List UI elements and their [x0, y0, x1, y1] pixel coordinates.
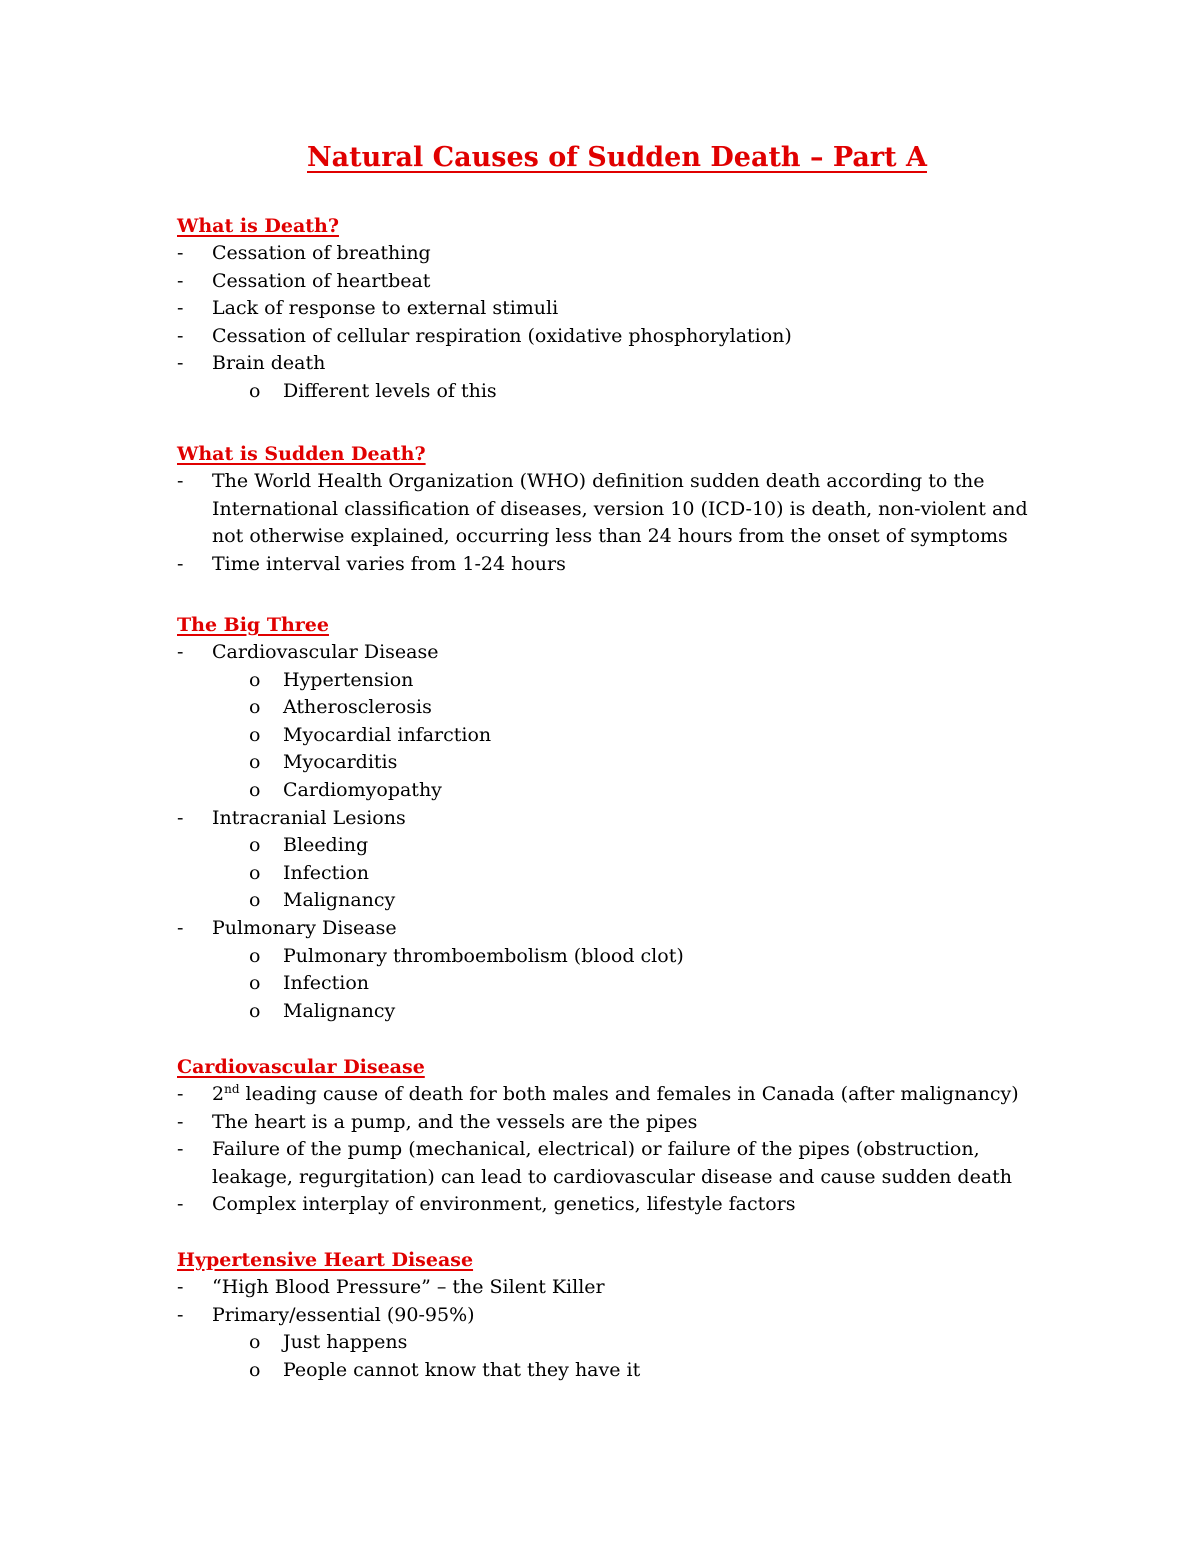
dash-bullet: -	[177, 1110, 184, 1133]
list-item-text: Cardiovascular Disease	[212, 641, 439, 663]
list-item-text: Cessation of heartbeat	[212, 269, 431, 292]
circle-bullet: o	[249, 834, 261, 857]
list-item-text: Hypertension	[283, 668, 414, 691]
sub-list-item	[177, 694, 1077, 722]
section-cardiovascular-disease	[177, 1054, 1077, 1219]
circle-bullet: o	[249, 1358, 261, 1381]
list-item	[177, 1081, 1077, 1109]
list-item-text: Malignancy	[283, 999, 396, 1022]
list-item-rest: leading cause of death for both males and females in Canada (after malignancy)	[239, 1083, 1019, 1105]
list-item	[177, 268, 1077, 296]
list-item	[177, 468, 1062, 551]
list-item-text: Cessation of breathing	[212, 242, 431, 264]
list-item-text: Failure of the pump (mechanical, electrical) or failure of the pipes (obstruction, leakage, regurgitation) can lead to cardiovascular disease and cause sudden death	[212, 1138, 1013, 1188]
section-heading: The Big Three	[177, 614, 329, 636]
dash-bullet: -	[177, 806, 184, 829]
circle-bullet: o	[249, 668, 261, 691]
list-item-text: Infection	[283, 972, 370, 995]
list-item	[177, 551, 1077, 579]
list-item	[177, 1136, 1062, 1191]
list-item	[177, 1109, 1077, 1137]
circle-bullet: o	[249, 778, 261, 801]
dash-bullet: -	[177, 1276, 184, 1298]
ordinal-suffix: nd	[224, 1082, 240, 1096]
sub-list-item	[177, 722, 1077, 750]
list-item-text: Intracranial Lesions	[212, 806, 406, 829]
list-item-text: Cardiomyopathy	[283, 778, 442, 801]
dash-bullet: -	[177, 1193, 184, 1216]
circle-bullet: o	[249, 944, 261, 967]
section-heading: Hypertensive Heart Disease	[177, 1249, 474, 1271]
section-heading: What is Death?	[177, 215, 339, 237]
list-item-text: Primary/essential (90-95%)	[212, 1303, 475, 1326]
dash-bullet: -	[177, 1303, 184, 1326]
circle-bullet: o	[249, 999, 261, 1022]
list-item-text	[212, 1083, 1019, 1105]
dash-bullet: -	[177, 916, 184, 939]
dash-bullet: -	[177, 641, 184, 663]
ordinal-number: 2	[212, 1083, 225, 1105]
list-item-text: The World Health Organization (WHO) definition sudden death according to the International classification of diseases, version 10 (ICD-10) is death, non-violent and not otherwise explained, occurring less than 24 hours from the onset of symptoms	[212, 470, 1028, 548]
list-item-text: “High Blood Pressure” – the Silent Killer	[212, 1276, 605, 1298]
sub-list-item	[177, 943, 1077, 971]
sub-list-item	[177, 378, 1077, 406]
section-hypertensive-heart-disease	[177, 1247, 1077, 1384]
section-heading: Cardiovascular Disease	[177, 1056, 425, 1078]
sub-list-item	[177, 860, 1077, 888]
circle-bullet: o	[249, 972, 261, 995]
dash-bullet: -	[177, 470, 184, 492]
list-item	[177, 1274, 1077, 1302]
sub-list-item	[177, 832, 1077, 860]
list-item-text: Cessation of cellular respiration (oxidative phosphorylation)	[212, 324, 792, 347]
dash-bullet: -	[177, 552, 184, 575]
sub-list-item	[177, 1329, 1077, 1357]
circle-bullet: o	[249, 379, 261, 402]
sub-list-item	[177, 970, 1077, 998]
list-item-text: Lack of response to external stimuli	[212, 297, 559, 320]
dash-bullet: -	[177, 269, 184, 292]
list-item-text: Time interval varies from 1-24 hours	[212, 552, 566, 575]
list-item	[177, 639, 1077, 667]
list-item-text: Myocardial infarction	[283, 723, 492, 746]
list-item	[177, 323, 1077, 351]
section-heading: What is Sudden Death?	[177, 443, 426, 465]
section-what-is-death	[177, 213, 1077, 406]
dash-bullet: -	[177, 242, 184, 264]
list-item-text: People cannot know that they have it	[283, 1358, 641, 1381]
list-item-text: The heart is a pump, and the vessels are the pipes	[212, 1110, 698, 1133]
list-item-text: Complex interplay of environment, genetics, lifestyle factors	[212, 1193, 796, 1216]
sub-list-item	[177, 777, 1077, 805]
list-item-text: Just happens	[283, 1331, 408, 1354]
dash-bullet: -	[177, 324, 184, 347]
list-item-text: Malignancy	[283, 889, 396, 912]
list-item-text: Atherosclerosis	[283, 696, 432, 719]
circle-bullet: o	[249, 723, 261, 746]
dash-bullet: -	[177, 1138, 184, 1161]
section-what-is-sudden-death	[177, 441, 1077, 578]
circle-bullet: o	[249, 1331, 261, 1354]
list-item	[177, 240, 1077, 268]
list-item	[177, 350, 1077, 378]
list-item	[177, 915, 1077, 943]
list-item-text: Bleeding	[283, 834, 369, 857]
sub-list-item	[177, 998, 1077, 1026]
sub-list-item	[177, 749, 1077, 777]
list-item-text: Infection	[283, 861, 370, 884]
circle-bullet: o	[249, 889, 261, 912]
sub-list-item	[177, 1357, 1077, 1385]
list-item-text: Pulmonary thromboembolism (blood clot)	[283, 944, 684, 967]
dash-bullet: -	[177, 297, 184, 320]
list-item	[177, 805, 1077, 833]
document-title: Natural Causes of Sudden Death – Part A	[307, 142, 927, 173]
section-big-three	[177, 612, 1077, 1025]
list-item	[177, 1302, 1077, 1330]
dash-bullet: -	[177, 1083, 184, 1105]
list-item-text: Pulmonary Disease	[212, 916, 397, 939]
circle-bullet: o	[249, 696, 261, 719]
list-item	[177, 1191, 1077, 1219]
sub-list-item	[177, 667, 1077, 695]
list-item	[177, 295, 1077, 323]
circle-bullet: o	[249, 861, 261, 884]
list-item-text: Different levels of this	[283, 379, 497, 402]
sub-list-item	[177, 887, 1077, 915]
dash-bullet: -	[177, 352, 184, 375]
list-item-text: Myocarditis	[283, 751, 398, 774]
list-item-text: Brain death	[212, 352, 326, 375]
circle-bullet: o	[249, 751, 261, 774]
